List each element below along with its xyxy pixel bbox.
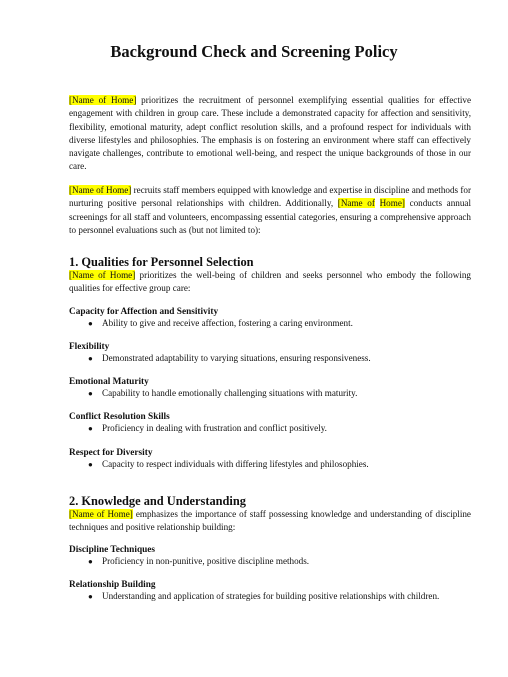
subheading-discipline-techniques: Discipline Techniques: [69, 545, 156, 555]
bullet-affection-sensitivity: ● Ability to give and receive affection, fostering a caring environment.: [88, 318, 353, 328]
page-title: Background Check and Screening Policy: [110, 42, 398, 61]
bullet-relationship-building: ● Understanding and application of strategies for building positive relationships with children.: [88, 591, 440, 601]
intro-paragraph-2-text-b: conducts annual screenings for all staff and volunteers, encompassing essential categories, ensuring a comprehensive approach to personnel evaluations such as (but not limited to):: [69, 198, 471, 235]
bullet-icon: ●: [88, 557, 93, 566]
section-1-intro-text: prioritizes the well-being of children and seeks personnel who embody the following qualities for effective group care:: [69, 270, 471, 294]
intro-paragraph-2-text-a: recruits staff members equipped with knowledge and expertise in discipline and methods for nurturing positive personal relationships with children. Additionally,: [69, 185, 471, 209]
name-of-home-placeholder-part-1: [Name of: [337, 198, 375, 209]
bullet-icon: ●: [88, 319, 93, 328]
section-1-intro: [69, 269, 471, 296]
section-1-heading: 1. Qualities for Personnel Selection: [69, 255, 254, 269]
bullet-conflict-resolution: ● Proficiency in dealing with frustration and conflict positively.: [88, 423, 327, 433]
name-of-home-placeholder: [Name of Home]: [69, 185, 132, 195]
subheading-respect-diversity: Respect for Diversity: [69, 448, 153, 458]
subheading-conflict-resolution: Conflict Resolution Skills: [69, 412, 170, 422]
bullet-icon: ●: [88, 592, 93, 601]
name-of-home-placeholder: [Name of Home]: [69, 95, 137, 105]
bullet-icon: ●: [88, 389, 93, 398]
intro-paragraph-1: [69, 94, 471, 174]
subheading-affection-sensitivity: Capacity for Affection and Sensitivity: [69, 307, 219, 317]
bullet-discipline-techniques: ● Proficiency in non-punitive, positive discipline methods.: [88, 556, 310, 566]
bullet-emotional-maturity: ● Capability to handle emotionally challenging situations with maturity.: [88, 388, 358, 398]
section-2-heading: 2. Knowledge and Understanding: [69, 494, 246, 508]
subheading-flexibility: Flexibility: [69, 342, 110, 352]
section-2-intro: [69, 508, 471, 535]
subheading-emotional-maturity: Emotional Maturity: [69, 377, 149, 387]
bullet-icon: ●: [88, 424, 93, 433]
bullet-respect-diversity: ● Capacity to respect individuals with differing lifestyles and philosophies.: [88, 459, 369, 469]
name-of-home-placeholder: [Name of Home]: [69, 270, 136, 280]
bullet-icon: ●: [88, 460, 93, 469]
name-of-home-placeholder-part-2: Home]: [379, 198, 405, 209]
intro-paragraph-1-text: prioritizes the recruitment of personnel exemplifying essential qualities for effective engagement with children in group care. These include a demonstrated capacity for affection and sensitivity, flexibility, emotional maturity, adept conflict resolution skills, and a profound respect for individuals with diverse lifestyles and philosophies. The emphasis is on fostering an environment where staff can effectively navigate challenges, contribute to emotional well-being, and respect the unique backgrounds of those in our care.: [69, 95, 471, 172]
intro-paragraph-2: [69, 184, 471, 237]
name-of-home-placeholder: [Name of Home]: [69, 509, 133, 519]
section-2-intro-text: emphasizes the importance of staff possessing knowledge and understanding of discipline techniques and positive relationship building:: [69, 509, 471, 533]
subheading-relationship-building: Relationship Building: [69, 580, 156, 590]
bullet-flexibility: ● Demonstrated adaptability to varying situations, ensuring responsiveness.: [88, 353, 371, 363]
bullet-icon: ●: [88, 354, 93, 363]
